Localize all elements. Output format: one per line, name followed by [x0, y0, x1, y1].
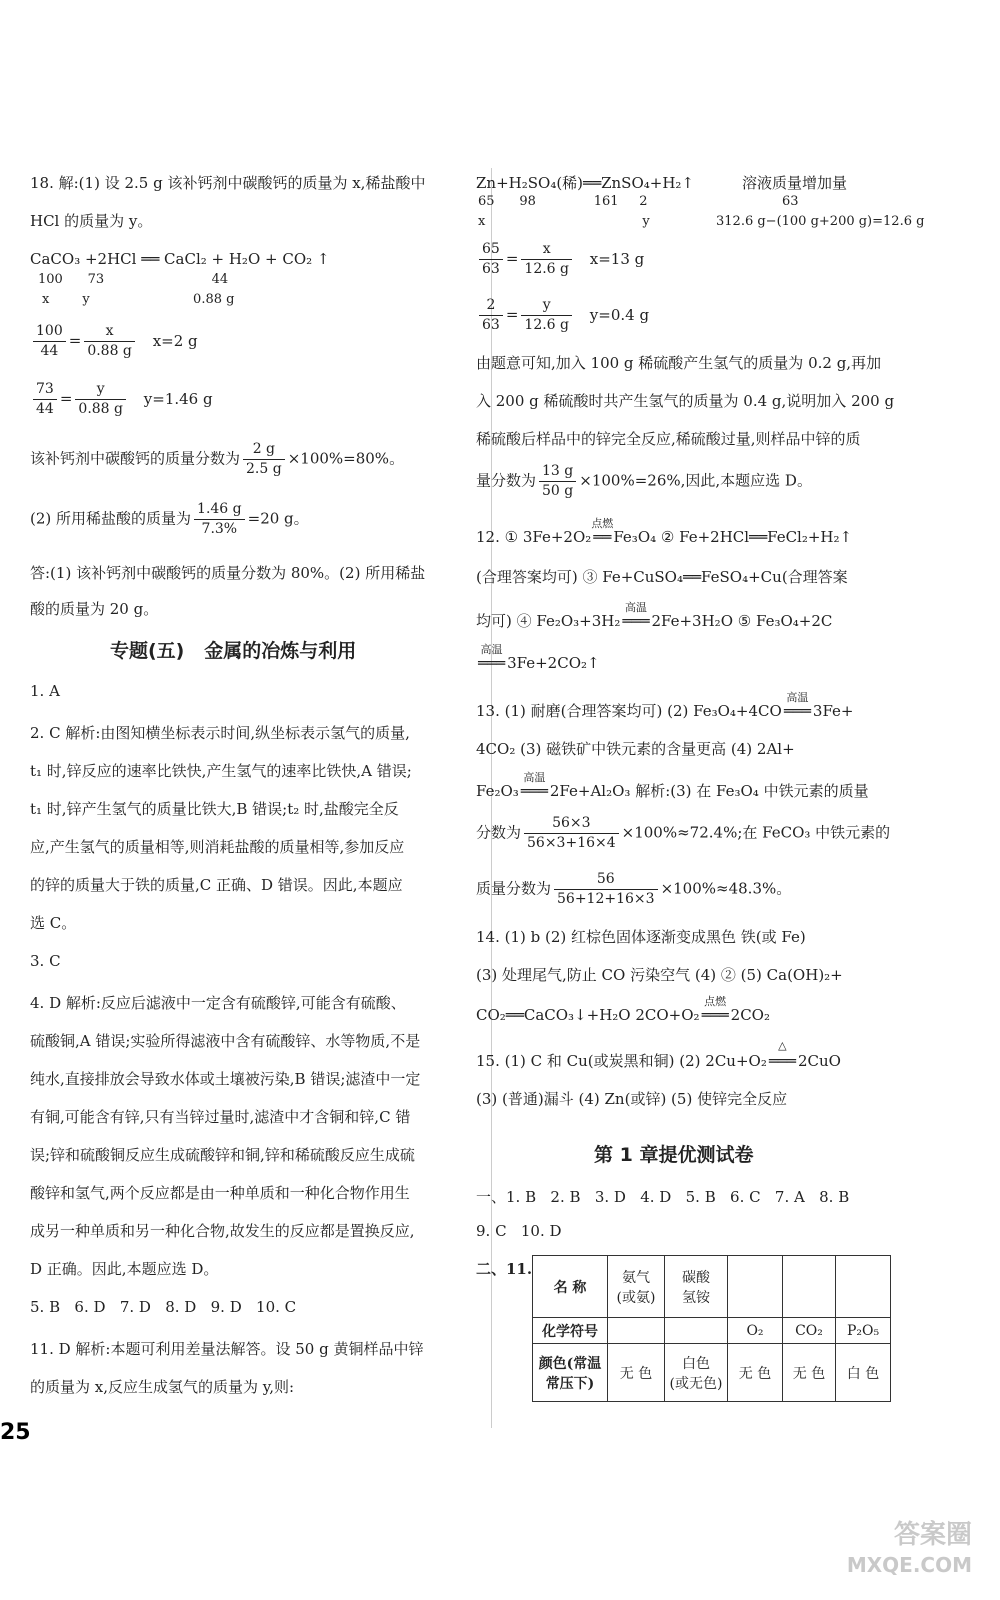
q12-line-1: 12. ① 3Fe+2O₂ 点燃 ══ Fe₃O₄ ② Fe+2HCl══FeCl₂+H₂↑ — [476, 517, 853, 546]
q4-line-8: D 正确。因此,本题应选 D。 — [30, 1260, 219, 1278]
zn-increase-note: 溶液质量增加量 — [742, 174, 848, 192]
cell-p2o5-name — [836, 1256, 891, 1318]
section-title: 专题(五) 金属的冶炼与利用 — [110, 640, 357, 662]
ratio-zn-x: $\frac{65}{63}$ = $\frac{x}{12.6 g}$ x=13 g — [476, 240, 644, 279]
part-two-label: 二、11. — [476, 1260, 533, 1278]
q4-line-1: 4. D 解析:反应后滤液中一定含有硫酸锌,可能含有硫酸、 — [30, 994, 406, 1012]
cell-co2-formula: CO₂ — [783, 1318, 836, 1344]
q12-line-3: 均可) ④ Fe₂O₃+3H₂ 高温 ═══ 2Fe+3H₂O ⑤ Fe₃O₄+2C — [476, 601, 833, 630]
q14-line-3: CO₂══CaCO₃↓+H₂O 2CO+O₂ 点燃 ═══ 2CO₂ — [476, 995, 770, 1024]
q4-line-2: 硫酸铜,A 错误;实验所得滤液中含有硫酸锌、水等物质,不是 — [30, 1032, 421, 1050]
q4-line-7: 成另一种单质和另一种化合物,故发生的反应都是置换反应, — [30, 1222, 415, 1240]
q4-line-3: 纯水,直接排放会导致水体或土壤被污染,B 错误;滤渣中一定 — [30, 1070, 421, 1088]
q14-line-1: 14. (1) b (2) 红棕色固体逐渐变成黑色 铁(或 Fe) — [476, 928, 806, 946]
ratio-x: $\frac{100}{44}$ = $\frac{x}{0.88 g}$ x=2 g — [30, 322, 198, 361]
cell-ammonia-formula — [608, 1318, 665, 1344]
cell-p2o5-color: 白 色 — [836, 1344, 891, 1402]
q2-line-1: 2. C 解析:由图知横坐标表示时间,纵坐标表示氢气的质量, — [30, 724, 410, 742]
q4-line-6: 酸锌和氢气,两个反应都是由一种单质和一种化合物作用生 — [30, 1184, 410, 1202]
cell-o2-color: 无 色 — [728, 1344, 783, 1402]
q2-line-4: 应,产生氢气的质量相等,则消耗盐酸的质量相等,参加反应 — [30, 838, 405, 856]
acid-mass: (2) 所用稀盐酸的质量为 $\frac{1.46 g}{7.3\%}$ =20 g。 — [30, 501, 309, 537]
header-color: 颜色(常温 常压下) — [533, 1344, 608, 1402]
q18-line-1: 18. 解:(1) 设 2.5 g 该补钙剂中碳酸钙的质量为 x,稀盐酸中 — [30, 174, 426, 192]
ratio-y: $\frac{73}{44}$ = $\frac{y}{0.88 g}$ y=1.46 g — [30, 380, 213, 419]
equation-unknowns: x y 0.88 g — [42, 292, 235, 307]
equation-masses: 100 73 44 — [38, 272, 229, 287]
zn-equation: Zn+H₂SO₄(稀)══ZnSO₄+H₂↑ — [476, 174, 694, 192]
cell-bicarbonate-name: 碳酸 氢铵 — [665, 1256, 728, 1318]
answer-line-2: 酸的质量为 20 g。 — [30, 600, 159, 618]
q13-line-4: 分数为 $\frac{56\times 3}{56\times 3+16\times 4}$ ×100%≈72.4%;在 FeCO₃ 中铁元素的 — [476, 815, 891, 851]
cell-co2-color: 无 色 — [783, 1344, 836, 1402]
explanation-line-2: 入 200 g 稀硫酸时共产生氢气的质量为 0.4 g,说明加入 200 g — [476, 392, 895, 410]
cell-ammonia-color: 无 色 — [608, 1344, 665, 1402]
q12-line-4: 高温 ═══ 3Fe+2CO₂↑ — [478, 643, 600, 672]
q13-line-2: 4CO₂ (3) 磁铁矿中铁元素的含量更高 (4) 2Al+ — [476, 740, 795, 758]
equation-caco3: CaCO₃ +2HCl ══ CaCl₂ + H₂O + CO₂ ↑ — [30, 250, 330, 268]
mass-fraction: 该补钙剂中碳酸钙的质量分数为 $\frac{2 g}{2.5 g}$ ×100%=80%。 — [30, 441, 405, 477]
zn-unknowns: x y — [478, 214, 650, 229]
q2-line-3: t₁ 时,锌产生氢气的质量比铁大,B 错误;t₂ 时,盐酸完全反 — [30, 800, 399, 818]
q14-line-2: (3) 处理尾气,防止 CO 污染空气 (4) ② (5) Ca(OH)₂+ — [476, 966, 843, 984]
cell-o2-name — [728, 1256, 783, 1318]
q15-line-2: (3) (普通)漏斗 (4) Zn(或锌) (5) 使锌完全反应 — [476, 1090, 788, 1108]
cell-co2-name — [783, 1256, 836, 1318]
cell-bicarbonate-formula — [665, 1318, 728, 1344]
answer-line-1: 答:(1) 该补钙剂中碳酸钙的质量分数为 80%。(2) 所用稀盐 — [30, 564, 426, 582]
zn-increase-mass: 63 — [782, 194, 799, 209]
q4-line-5: 误;锌和硫酸铜反应生成硫酸锌和铜,锌和稀硫酸反应生成硫 — [30, 1146, 415, 1164]
q18-line-2: HCl 的质量为 y。 — [30, 212, 153, 230]
watermark-logo: 答案圈 MXQE.COM — [846, 1520, 972, 1577]
q2-line-2: t₁ 时,锌反应的速率比铁快,产生氢气的速率比铁快,A 错误; — [30, 762, 412, 780]
q11-line-1: 11. D 解析:本题可利用差量法解答。设 50 g 黄铜样品中锌 — [30, 1340, 424, 1358]
q12-line-2: (合理答案均可) ③ Fe+CuSO₄══FeSO₄+Cu(合理答案 — [476, 568, 848, 586]
q15-line-1: 15. (1) C 和 Cu(或炭黑和铜) (2) 2Cu+O₂ △ ═══ 2CuO — [476, 1039, 841, 1070]
cell-bicarbonate-color: 白色 (或无色) — [665, 1344, 728, 1402]
q13-line-5: 质量分数为 $\frac{56}{56+12+16\times 3}$ ×100%≈48.3%。 — [476, 871, 792, 907]
q2-line-6: 选 C。 — [30, 914, 77, 932]
cell-ammonia-name: 氨气 (或氨) — [608, 1256, 665, 1318]
q13-line-3: Fe₂O₃ 高温 ═══ 2Fe+Al₂O₃ 解析:(3) 在 Fe₃O₄ 中铁元素的质量 — [476, 771, 869, 800]
substance-table — [532, 1255, 891, 1402]
header-name: 名 称 — [533, 1256, 608, 1318]
q5-10-answers: 5. B 6. D 7. D 8. D 9. D 10. C — [30, 1298, 297, 1316]
mc-answers-1: 一、1. B 2. B 3. D 4. D 5. B 6. C 7. A 8. B — [476, 1188, 850, 1206]
cell-o2-formula: O₂ — [728, 1318, 783, 1344]
header-formula: 化学符号 — [533, 1318, 608, 1344]
q1: 1. A — [30, 682, 60, 700]
explanation-line-4: 量分数为 $\frac{13 g}{50 g}$ ×100%=26%,因此,本题应选 D。 — [476, 463, 812, 499]
zn-masses: 65 98 161 2 — [478, 194, 648, 209]
q2-line-5: 的锌的质量大于铁的质量,C 正确、D 错误。因此,本题应 — [30, 876, 403, 894]
q11-line-2: 的质量为 x,反应生成氢气的质量为 y,则: — [30, 1378, 295, 1396]
explanation-line-1: 由题意可知,加入 100 g 稀硫酸产生氢气的质量为 0.2 g,再加 — [476, 354, 882, 372]
mc-answers-2: 9. C 10. D — [476, 1222, 562, 1240]
explanation-line-3: 稀硫酸后样品中的锌完全反应,稀硫酸过量,则样品中锌的质 — [476, 430, 861, 448]
q4-line-4: 有铜,可能含有锌,只有当锌过量时,滤渣中才含铜和锌,C 错 — [30, 1108, 411, 1126]
zn-increase-calc: 312.6 g−(100 g+200 g)=12.6 g — [716, 214, 925, 229]
cell-p2o5-formula: P₂O₅ — [836, 1318, 891, 1344]
page-number: 25 — [0, 1420, 31, 1445]
q3: 3. C — [30, 952, 61, 970]
test-title: 第 1 章提优测试卷 — [594, 1144, 754, 1166]
q13-line-1: 13. (1) 耐磨(合理答案均可) (2) Fe₃O₄+4CO 高温 ═══ 3Fe+ — [476, 691, 854, 720]
ratio-zn-y: $\frac{2}{63}$ = $\frac{y}{12.6 g}$ y=0.4 g — [476, 296, 649, 335]
